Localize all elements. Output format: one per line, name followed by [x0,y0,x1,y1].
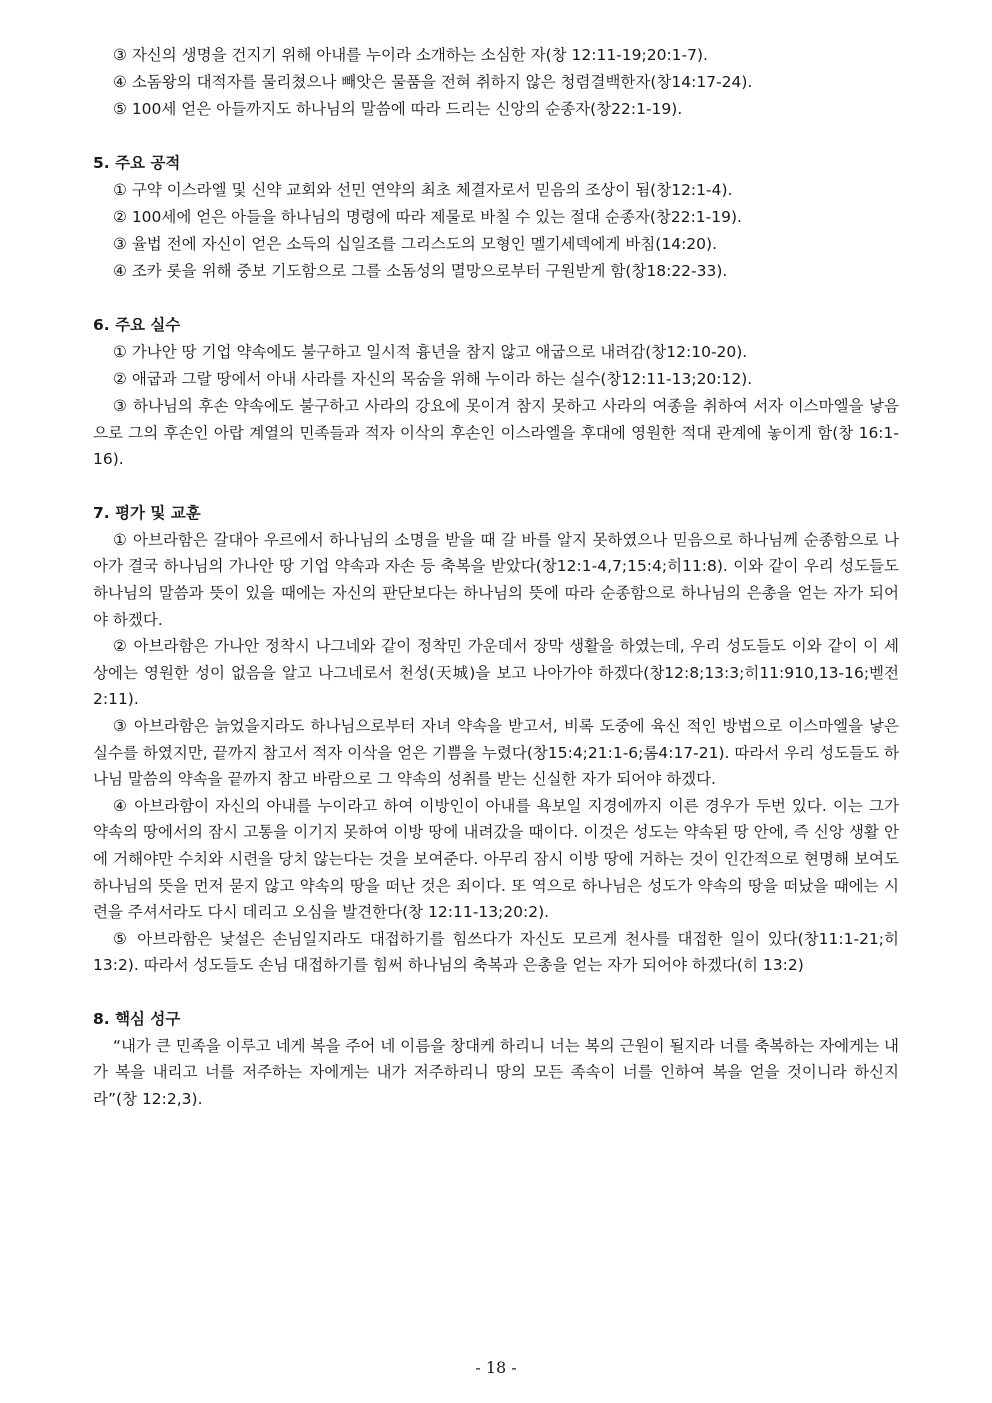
list-item: ④ 조카 롯을 위해 중보 기도함으로 그를 소돔성의 멸망으로부터 구원받게 함(창18:22-33). [113,262,728,280]
list-item: ② 100세에 얻은 아들을 하나님의 명령에 따라 제물로 바칠 수 있는 절대 순종자(창22:1-19). [113,208,742,226]
list-item: ① 가나안 땅 기업 약속에도 불구하고 일시적 흉년을 참지 않고 애굽으로 내려감(창12:10-20). [113,343,748,361]
section-heading-6: 6. 주요 실수 [93,316,181,334]
list-item: ③ 율법 전에 자신이 얻은 소득의 십일조를 그리스도의 모형인 멜기세덱에게 바침(14:20). [113,235,717,253]
section-heading-7: 7. 평가 및 교훈 [93,503,201,522]
list-item: ② 애굽과 그랄 땅에서 아내 사라를 자신의 목숨을 위해 누이라 하는 실수(창12:11-13;20:12). [113,370,753,388]
paragraph: ③ 아브라함은 늙었을지라도 하나님으로부터 자녀 약속을 받고서, 비록 도중에 육신 적인 방법으로 이스마엘을 낳은 실수를 하였지만, 끝까지 참고서 적자 이삭을 얻은 기쁨을 누렸다(창15:4;21:1-6;롬4:17-21). 따라서 우리 성도들도 하나님 말씀의 약속을 끝까지 참고 바람으로 그 약속의 성취를 받는 신실한 자가 되어야 하겠다. [93,716,899,789]
list-item: ① 구약 이스라엘 및 신약 교회와 선민 연약의 최초 체결자로서 믿음의 조상이 됨(창12:1-4). [113,181,733,199]
list-item: ④ 소돔왕의 대적자를 물리쳤으나 빼앗은 물품을 전혀 취하지 않은 청렴결백한자(창14:17-24). [113,73,753,91]
section-heading-5: 5. 주요 공적 [93,154,181,172]
page-content [93,42,899,1113]
paragraph: ② 아브라함은 가나안 정착시 나그네와 같이 정착민 가운데서 장막 생활을 하였는데, 우리 성도들도 이와 같이 이 세상에는 영원한 성이 없음을 알고 나그네로서 천성(天城)을 보고 나아가야 하겠다(창12:8;13:3;히11:910,13-16;벧전2:11). [93,637,899,709]
page-number: - 18 - [475,1358,517,1377]
list-item: ⑤ 100세 얻은 아들까지도 하나님의 말씀에 따라 드리는 신앙의 순종자(창22:1-19). [113,100,683,118]
list-item: ③ 자신의 생명을 건지기 위해 아내를 누이라 소개하는 소심한 자(창 12:11-19;20:1-7). [113,46,708,64]
section-heading-8: 8. 핵심 성구 [93,1009,181,1028]
paragraph: ⑤ 아브라함은 낯설은 손님일지라도 대접하기를 힘쓰다가 자신도 모르게 천사를 대접한 일이 있다(창11:1-21;히13:2). 따라서 성도들도 손님 대접하기를 힘써 하나님의 축복과 은총을 얻는 자가 되어야 하겠다(히 13:2) [93,929,899,975]
key-verse-paragraph: “내가 큰 민족을 이루고 네게 복을 주어 네 이름을 창대케 하리니 너는 복의 근원이 될지라 너를 축복하는 자에게는 내가 복을 내리고 너를 저주하는 자에게는 내가 저주하리니 땅의 모든 족속이 너를 인하여 복을 얻을 것이니라 하신지라”(창 12:2,3). [93,1036,899,1109]
paragraph: ④ 아브라함이 자신의 아내를 누이라고 하여 이방인이 아내를 욕보일 지경에까지 이른 경우가 두번 있다. 이는 그가 약속의 땅에서의 잠시 고통을 이기지 못하여 이방 땅에 내려갔을 때이다. 이것은 성도는 약속된 땅 안에, 즉 신앙 생활 안에 거해야만 수치와 시련을 당치 않는다는 것을 보여준다. 아무리 잠시 이방 땅에 거하는 것이 인간적으로 현명해 보여도 하나님의 뜻을 먼저 묻지 않고 약속의 땅을 떠난 것은 죄이다. 또 역으로 하나님은 성도가 약속의 땅을 떠났을 때에는 시련을 주셔서라도 다시 데리고 오심을 발견한다(창 12:11-13;20:2). [93,796,899,922]
paragraph: ③ 하나님의 후손 약속에도 불구하고 사라의 강요에 못이겨 참지 못하고 사라의 여종을 취하여 서자 이스마엘을 낳음으로 그의 후손인 아랍 계열의 민족들과 적자 이삭의 후손인 이스라엘을 후대에 영원한 적대 관계에 놓이게 함(창 16:1-16). [93,397,899,469]
paragraph: ① 아브라함은 갈대아 우르에서 하나님의 소명을 받을 때 갈 바를 알지 못하였으나 믿음으로 하나님께 순종함으로 나아가 결국 하나님의 가나안 땅 기업 약속과 자손 등 축복을 받았다(창12:1-4,7;15:4;히11:8). 이와 같이 우리 성도들도 하나님의 말씀과 뜻이 있을 때에는 자신의 판단보다는 하나님의 뜻에 따라 순종함으로 하나님의 은총을 얻는 자가 되어야 하겠다. [93,530,899,629]
